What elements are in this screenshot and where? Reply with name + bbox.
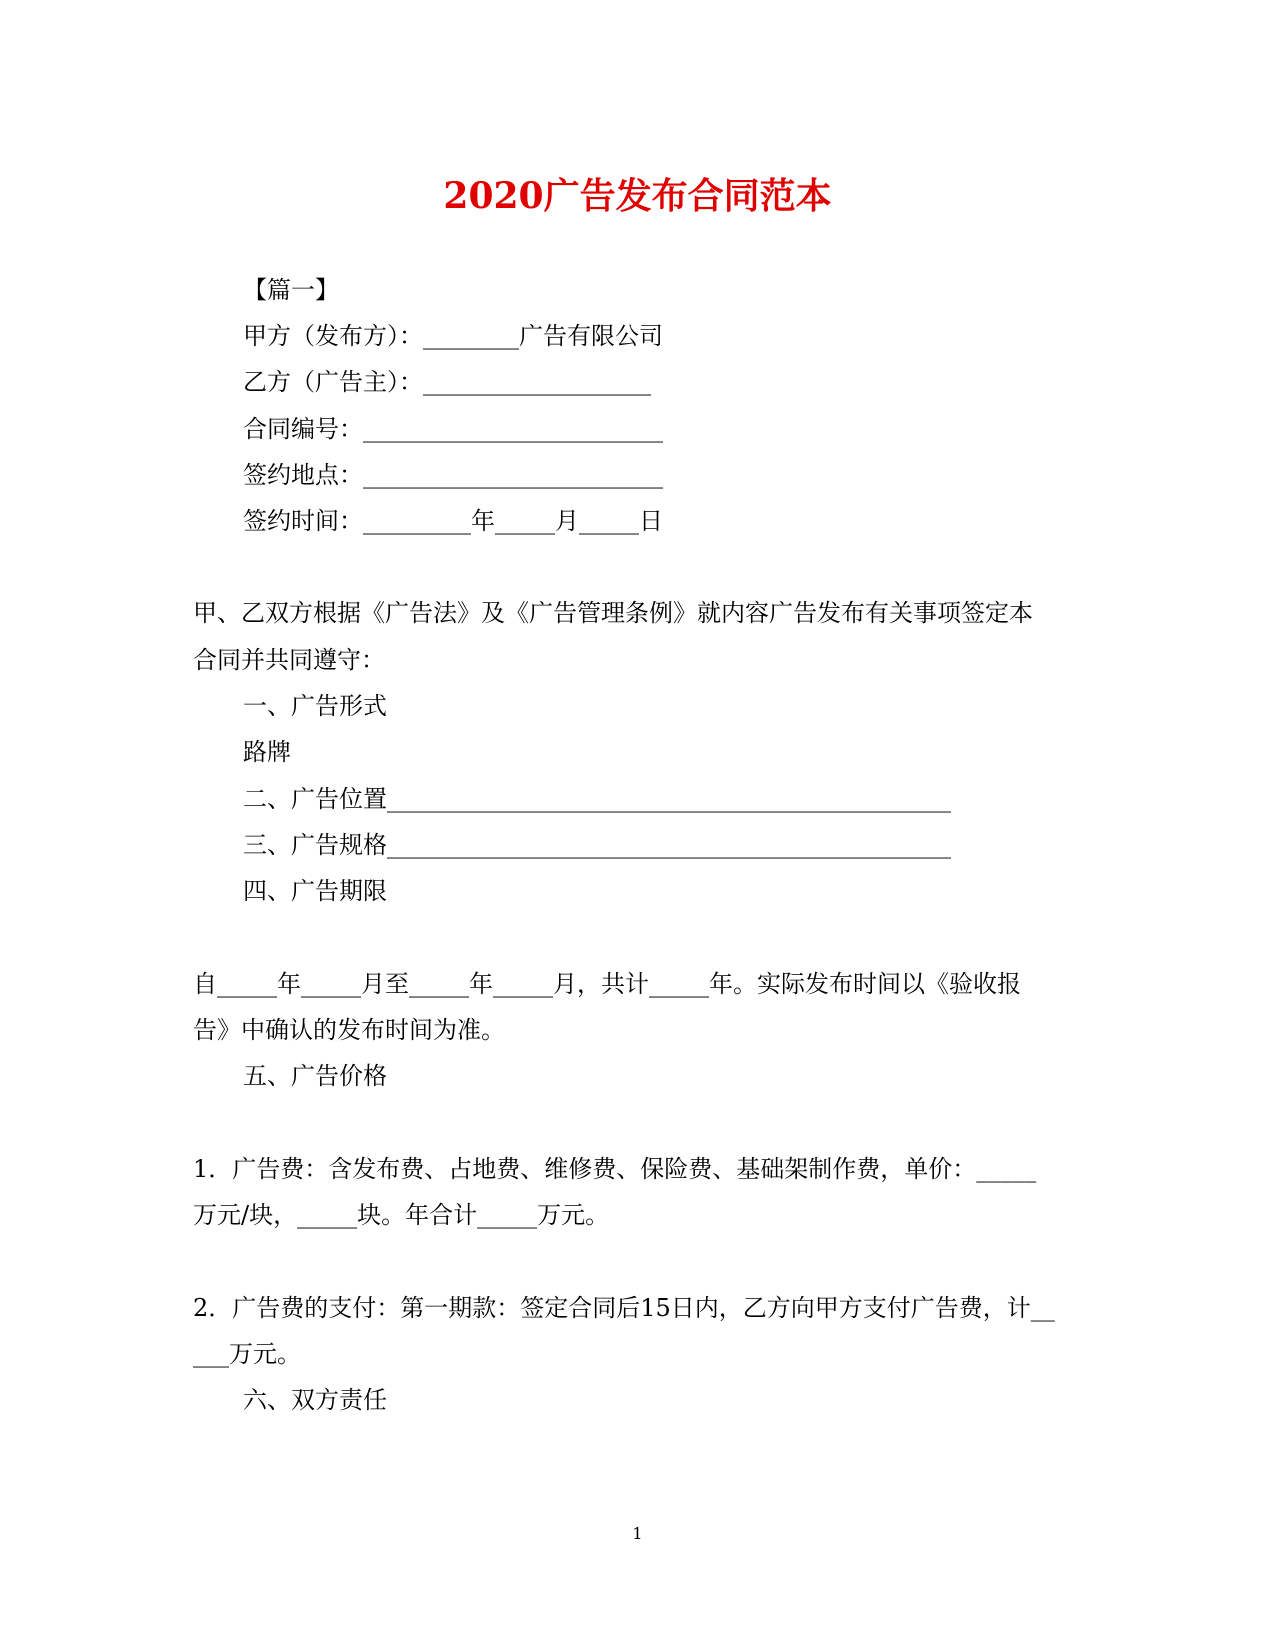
party-a-field: 甲方（发布方）：________广告有限公司 [243,322,663,350]
clause-term-line-1: 自_____年_____月至_____年_____月，共计_____年。实际发布时间以《验收报 [193,970,1021,998]
document-title: 2020广告发布合同范本 [443,175,832,217]
clause-form-heading: 一、广告形式 [243,692,387,720]
intro-line-1: 甲、乙双方根据《广告法》及《广告管理条例》就内容广告发布有关事项签定本 [193,599,1033,627]
signing-time-field: 签约时间：_________年_____月_____日 [243,507,663,535]
clause-position: 二、广告位置_______________________________________________ [243,785,951,813]
clause-fee-line-1: 1．广告费：含发布费、占地费、维修费、保险费、基础架制作费，单价：_____ [193,1155,1037,1183]
clause-payment-line-2: ___万元。 [193,1340,301,1368]
clause-duties-heading: 六、双方责任 [243,1386,387,1414]
clause-term-line-2: 告》中确认的发布时间为准。 [193,1016,505,1044]
clause-form-value: 路牌 [243,738,291,766]
clause-fee-line-2: 万元/块，_____块。年合计_____万元。 [193,1201,610,1229]
section-label: 【篇一】 [243,276,339,304]
contract-number-field: 合同编号：_________________________ [243,415,663,443]
page-number: 1 [632,1524,643,1543]
intro-line-2: 合同并共同遵守： [193,646,385,674]
clause-price-heading: 五、广告价格 [243,1062,387,1090]
clause-term-heading: 四、广告期限 [243,877,387,905]
signing-place-field: 签约地点：_________________________ [243,461,663,489]
clause-payment-line-1: 2．广告费的支付：第一期款：签定合同后15日内，乙方向甲方支付广告费，计__ [193,1294,1055,1322]
party-b-field: 乙方（广告主）：___________________ [243,368,651,396]
clause-spec: 三、广告规格_______________________________________________ [243,831,951,859]
